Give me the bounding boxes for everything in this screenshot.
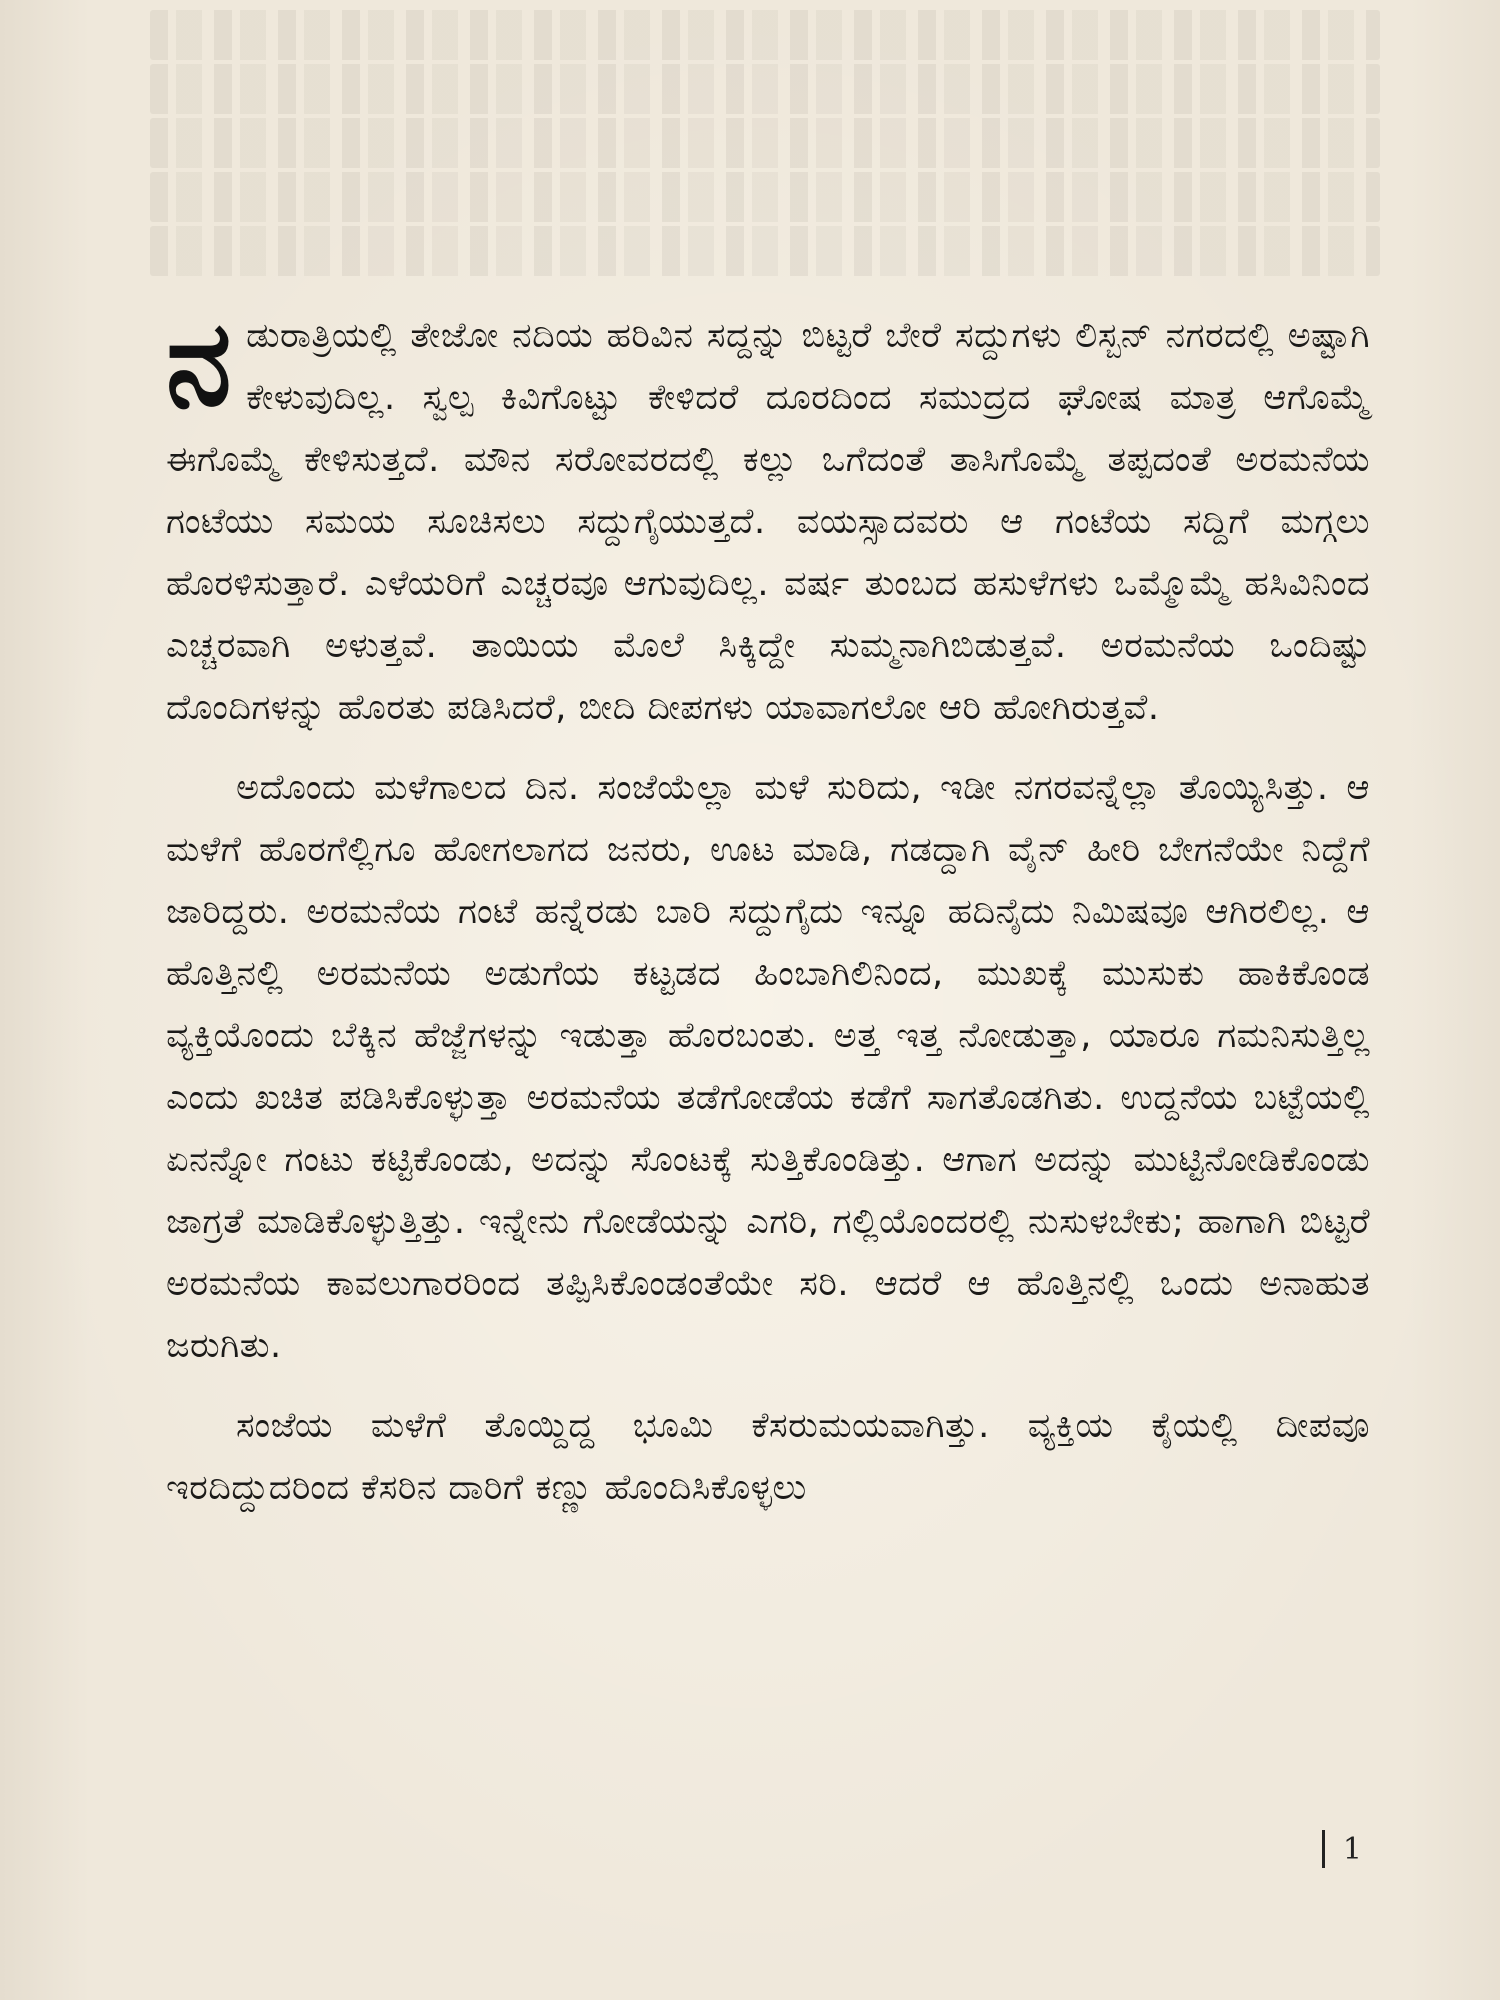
paragraph-1-text: ಡುರಾತ್ರಿಯಲ್ಲಿ ತೇಜೋ ನದಿಯ ಹರಿವಿನ ಸದ್ದನ್ನು ಬಿಟ್ಟರೆ ಬೇರೆ ಸದ್ದುಗಳು ಲಿಸ್ಬನ್ ನಗರದಲ್ಲಿ ಅಷ್ಟಾಗಿ ಕೇಳುವುದಿಲ್ಲ. ಸ್ವಲ್ಪ ಕಿವಿಗೊಟ್ಟು ಕೇಳಿದರೆ ದೂರದಿಂದ ಸಮುದ್ರದ ಘೋಷ ಮಾತ್ರ ಆಗೊಮ್ಮೆ ಈಗೊಮ್ಮೆ ಕೇಳಿಸುತ್ತದೆ. ಮೌನ ಸರೋವರದಲ್ಲಿ ಕಲ್ಲು ಒಗೆದಂತೆ ತಾಸಿಗೊಮ್ಮೆ ತಪ್ಪದಂತೆ ಅರಮನೆಯ ಗಂಟೆಯು ಸಮಯ ಸೂಚಿಸಲು ಸದ್ದುಗೈಯುತ್ತದೆ. ವಯಸ್ಸಾದವರು ಆ ಗಂಟೆಯ ಸದ್ದಿಗೆ ಮಗ್ಗಲು ಹೊರಳಿಸುತ್ತಾರೆ. ಎಳೆಯರಿಗೆ ಎಚ್ಚರವೂ ಆಗುವುದಿಲ್ಲ. ವರ್ಷ ತುಂಬದ ಹಸುಳೆಗಳು ಒಮ್ಮೊಮ್ಮೆ ಹಸಿವಿನಿಂದ ಎಚ್ಚರವಾಗಿ ಅಳುತ್ತವೆ. ತಾಯಿಯ ಮೊಲೆ ಸಿಕ್ಕಿದ್ದೇ ಸುಮ್ಮನಾಗಿಬಿಡುತ್ತವೆ. ಅರಮನೆಯ ಒಂದಿಷ್ಟು ದೊಂದಿಗಳನ್ನು ಹೊರತು ಪಡಿಸಿದರೆ, ಬೀದಿ ದೀಪಗಳು ಯಾವಾಗಲೋ ಆರಿ ಹೋಗಿರುತ್ತವೆ. xyxy=(166,316,1370,728)
page-number: 1 xyxy=(1342,1831,1362,1867)
page-footer xyxy=(1322,1830,1362,1868)
paragraph-3: ಸಂಜೆಯ ಮಳೆಗೆ ತೊಯ್ದಿದ್ದ ಭೂಮಿ ಕೆಸರುಮಯವಾಗಿತ್ತು. ವ್ಯಕ್ತಿಯ ಕೈಯಲ್ಲಿ ದೀಪವೂ ಇರದಿದ್ದುದರಿಂದ ಕೆಸರಿನ ದಾರಿಗೆ ಕಣ್ಣು ಹೊಂದಿಸಿಕೊಳ್ಳಲು xyxy=(166,1406,1370,1508)
show-through-text xyxy=(150,10,1380,280)
drop-cap: ನ xyxy=(166,293,233,432)
footer-rule xyxy=(1322,1830,1325,1868)
paragraph-1 xyxy=(166,293,1370,739)
paragraph-2: ಅದೊಂದು ಮಳೆಗಾಲದ ದಿನ. ಸಂಜೆಯೆಲ್ಲಾ ಮಳೆ ಸುರಿದು, ಇಡೀ ನಗರವನ್ನೆಲ್ಲಾ ತೊಯ್ಯಿಸಿತ್ತು. ಆ ಮಳೆಗೆ ಹೊರಗೆಲ್ಲಿಗೂ ಹೋಗಲಾಗದ ಜನರು, ಊಟ ಮಾಡಿ, ಗಡದ್ದಾಗಿ ವೈನ್ ಹೀರಿ ಬೇಗನೆಯೇ ನಿದ್ದೆಗೆ ಜಾರಿದ್ದರು. ಅರಮನೆಯ ಗಂಟೆ ಹನ್ನೆರಡು ಬಾರಿ ಸದ್ದುಗೈದು ಇನ್ನೂ ಹದಿನೈದು ನಿಮಿಷವೂ ಆಗಿರಲಿಲ್ಲ. ಆ ಹೊತ್ತಿನಲ್ಲಿ ಅರಮನೆಯ ಅಡುಗೆಯ ಕಟ್ಟಡದ ಹಿಂಬಾಗಿಲಿನಿಂದ, ಮುಖಕ್ಕೆ ಮುಸುಕು ಹಾಕಿಕೊಂಡ ವ್ಯಕ್ತಿಯೊಂದು ಬೆಕ್ಕಿನ ಹೆಜ್ಜೆಗಳನ್ನು ಇಡುತ್ತಾ ಹೊರಬಂತು. ಅತ್ತ ಇತ್ತ ನೋಡುತ್ತಾ, ಯಾರೂ ಗಮನಿಸುತ್ತಿಲ್ಲ ಎಂದು ಖಚಿತ ಪಡಿಸಿಕೊಳ್ಳುತ್ತಾ ಅರಮನೆಯ ತಡೆಗೋಡೆಯ ಕಡೆಗೆ ಸಾಗತೊಡಗಿತು. ಉದ್ದನೆಯ ಬಟ್ಟೆಯಲ್ಲಿ ಏನನ್ನೋ ಗಂಟು ಕಟ್ಟಿಕೊಂಡು, ಅದನ್ನು ಸೊಂಟಕ್ಕೆ ಸುತ್ತಿಕೊಂಡಿತ್ತು. ಆಗಾಗ ಅದನ್ನು ಮುಟ್ಟಿನೋಡಿಕೊಂಡು ಜಾಗ್ರತೆ ಮಾಡಿಕೊಳ್ಳುತ್ತಿತ್ತು. ಇನ್ನೇನು ಗೋಡೆಯನ್ನು ಎಗರಿ, ಗಲ್ಲಿಯೊಂದರಲ್ಲಿ ನುಸುಳಬೇಕು; ಹಾಗಾಗಿ ಬಿಟ್ಟರೆ ಅರಮನೆಯ ಕಾವಲುಗಾರರಿಂದ ತಪ್ಪಿಸಿಕೊಂಡಂತೆಯೇ ಸರಿ. ಆದರೆ ಆ ಹೊತ್ತಿನಲ್ಲಿ ಒಂದು ಅನಾಹುತ ಜರುಗಿತು. xyxy=(166,768,1370,1366)
page-body xyxy=(166,293,1370,1519)
